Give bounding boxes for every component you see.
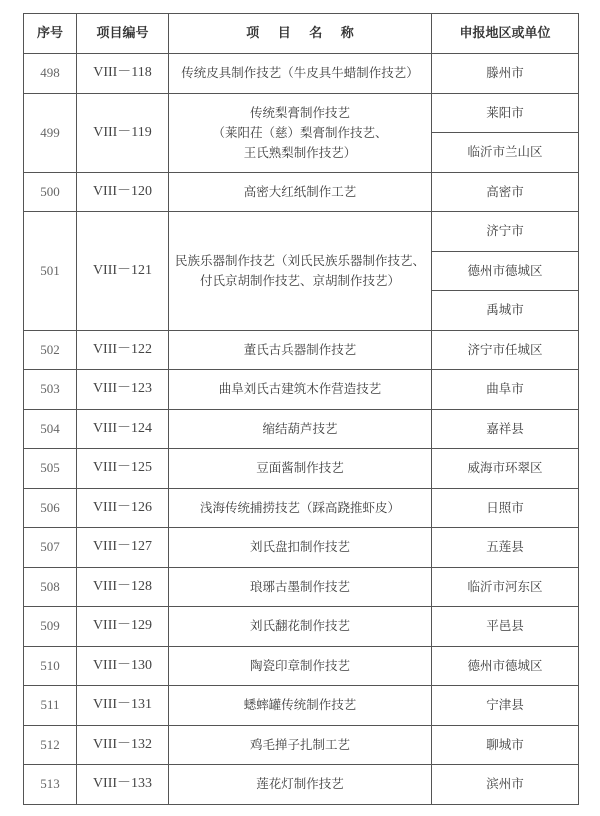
row-code: VIII－125 <box>77 449 169 489</box>
project-name-line: 蟋蟀罐传统制作技艺 <box>243 697 357 713</box>
row-code: VIII－126 <box>77 488 169 528</box>
project-name-line: 传统皮具制作技艺（牛皮具牛蜡制作技艺） <box>181 65 419 81</box>
row-index: 503 <box>24 370 77 410</box>
table-row <box>24 488 579 528</box>
project-name-line: 浅海传统捕捞技艺（踩高跷推虾皮） <box>199 499 400 515</box>
row-code: VIII－127 <box>77 528 169 568</box>
row-index: 498 <box>24 54 77 94</box>
table-row <box>24 567 579 607</box>
row-project-name <box>169 172 432 212</box>
row-region: 德州市德城区 <box>432 646 579 686</box>
row-code: VIII－132 <box>77 725 169 765</box>
row-project-name <box>169 409 432 449</box>
project-name-line: 豆面酱制作技艺 <box>256 460 344 476</box>
row-code: VIII－130 <box>77 646 169 686</box>
project-name-line: 董氏古兵器制作技艺 <box>243 341 357 357</box>
row-region: 济宁市 <box>432 212 579 252</box>
table-row <box>24 212 579 252</box>
row-code: VIII－119 <box>77 93 169 172</box>
row-region: 滨州市 <box>432 765 579 805</box>
row-project-name <box>169 567 432 607</box>
row-project-name <box>169 528 432 568</box>
row-project-name <box>169 488 432 528</box>
row-project-name <box>169 93 432 172</box>
row-index: 504 <box>24 409 77 449</box>
row-index: 505 <box>24 449 77 489</box>
row-region: 宁津县 <box>432 686 579 726</box>
row-project-name <box>169 330 432 370</box>
row-code: VIII－124 <box>77 409 169 449</box>
table-row <box>24 686 579 726</box>
row-project-name <box>169 449 432 489</box>
project-name-line: 曲阜刘氏古建筑木作营造技艺 <box>218 381 382 397</box>
row-project-name <box>169 370 432 410</box>
table-row <box>24 172 579 212</box>
table-row <box>24 765 579 805</box>
row-project-name <box>169 54 432 94</box>
row-region: 高密市 <box>432 172 579 212</box>
table-row <box>24 607 579 647</box>
row-code: VIII－118 <box>77 54 169 94</box>
row-region: 平邑县 <box>432 607 579 647</box>
row-index: 500 <box>24 172 77 212</box>
project-name-line: 鸡毛掸子扎制工艺 <box>249 736 350 752</box>
project-name-line: 王氏熟梨制作技艺） <box>243 144 357 160</box>
project-name-line: 刘氏翻花制作技艺 <box>249 618 350 634</box>
heritage-project-table <box>23 13 579 805</box>
row-code: VIII－121 <box>77 212 169 331</box>
project-name-line: 莲花灯制作技艺 <box>256 776 344 792</box>
row-region: 济宁市任城区 <box>432 330 579 370</box>
row-index: 502 <box>24 330 77 370</box>
table-row <box>24 54 579 94</box>
row-region: 嘉祥县 <box>432 409 579 449</box>
row-region: 日照市 <box>432 488 579 528</box>
row-region: 曲阜市 <box>432 370 579 410</box>
row-project-name <box>169 646 432 686</box>
project-name-line: 缩结葫芦技艺 <box>262 420 338 436</box>
table-body <box>24 54 579 805</box>
table-header-row <box>24 14 579 54</box>
header-index: 序号 <box>24 14 77 54</box>
row-project-name <box>169 725 432 765</box>
project-name-line: 刘氏盘扣制作技艺 <box>249 539 350 555</box>
header-region: 申报地区或单位 <box>432 14 579 54</box>
row-code: VIII－129 <box>77 607 169 647</box>
header-name: 项 目 名 称 <box>169 14 432 54</box>
header-code: 项目编号 <box>77 14 169 54</box>
row-project-name <box>169 765 432 805</box>
project-name-line: 传统梨膏制作技艺 <box>249 104 350 120</box>
table-row <box>24 330 579 370</box>
project-name-line: （莱阳茌（慈）梨膏制作技艺、 <box>212 124 388 140</box>
row-index: 513 <box>24 765 77 805</box>
row-region: 滕州市 <box>432 54 579 94</box>
row-region: 临沂市兰山区 <box>432 133 579 173</box>
row-code: VIII－122 <box>77 330 169 370</box>
table-row <box>24 409 579 449</box>
project-name-line: 陶瓷印章制作技艺 <box>249 657 350 673</box>
row-index: 512 <box>24 725 77 765</box>
row-region: 禹城市 <box>432 291 579 331</box>
row-project-name <box>169 212 432 331</box>
row-index: 501 <box>24 212 77 331</box>
table-row <box>24 528 579 568</box>
row-region: 莱阳市 <box>432 93 579 133</box>
row-index: 510 <box>24 646 77 686</box>
table-row <box>24 646 579 686</box>
row-index: 506 <box>24 488 77 528</box>
row-region: 威海市环翠区 <box>432 449 579 489</box>
row-code: VIII－133 <box>77 765 169 805</box>
table-row <box>24 449 579 489</box>
row-code: VIII－131 <box>77 686 169 726</box>
project-name-line: 付氏京胡制作技艺、京胡制作技艺） <box>199 272 400 288</box>
table-row <box>24 370 579 410</box>
row-project-name <box>169 607 432 647</box>
row-project-name <box>169 686 432 726</box>
row-region: 五莲县 <box>432 528 579 568</box>
row-index: 507 <box>24 528 77 568</box>
row-code: VIII－120 <box>77 172 169 212</box>
project-name-line: 琅琊古墨制作技艺 <box>249 578 350 594</box>
row-region: 德州市德城区 <box>432 251 579 291</box>
project-name-line: 民族乐器制作技艺（刘氏民族乐器制作技艺、 <box>174 252 425 268</box>
row-index: 499 <box>24 93 77 172</box>
row-region: 临沂市河东区 <box>432 567 579 607</box>
table-row <box>24 93 579 133</box>
row-code: VIII－128 <box>77 567 169 607</box>
table-row <box>24 725 579 765</box>
row-index: 511 <box>24 686 77 726</box>
row-index: 508 <box>24 567 77 607</box>
row-index: 509 <box>24 607 77 647</box>
project-name-line: 高密大红纸制作工艺 <box>243 183 357 199</box>
row-region: 聊城市 <box>432 725 579 765</box>
row-code: VIII－123 <box>77 370 169 410</box>
